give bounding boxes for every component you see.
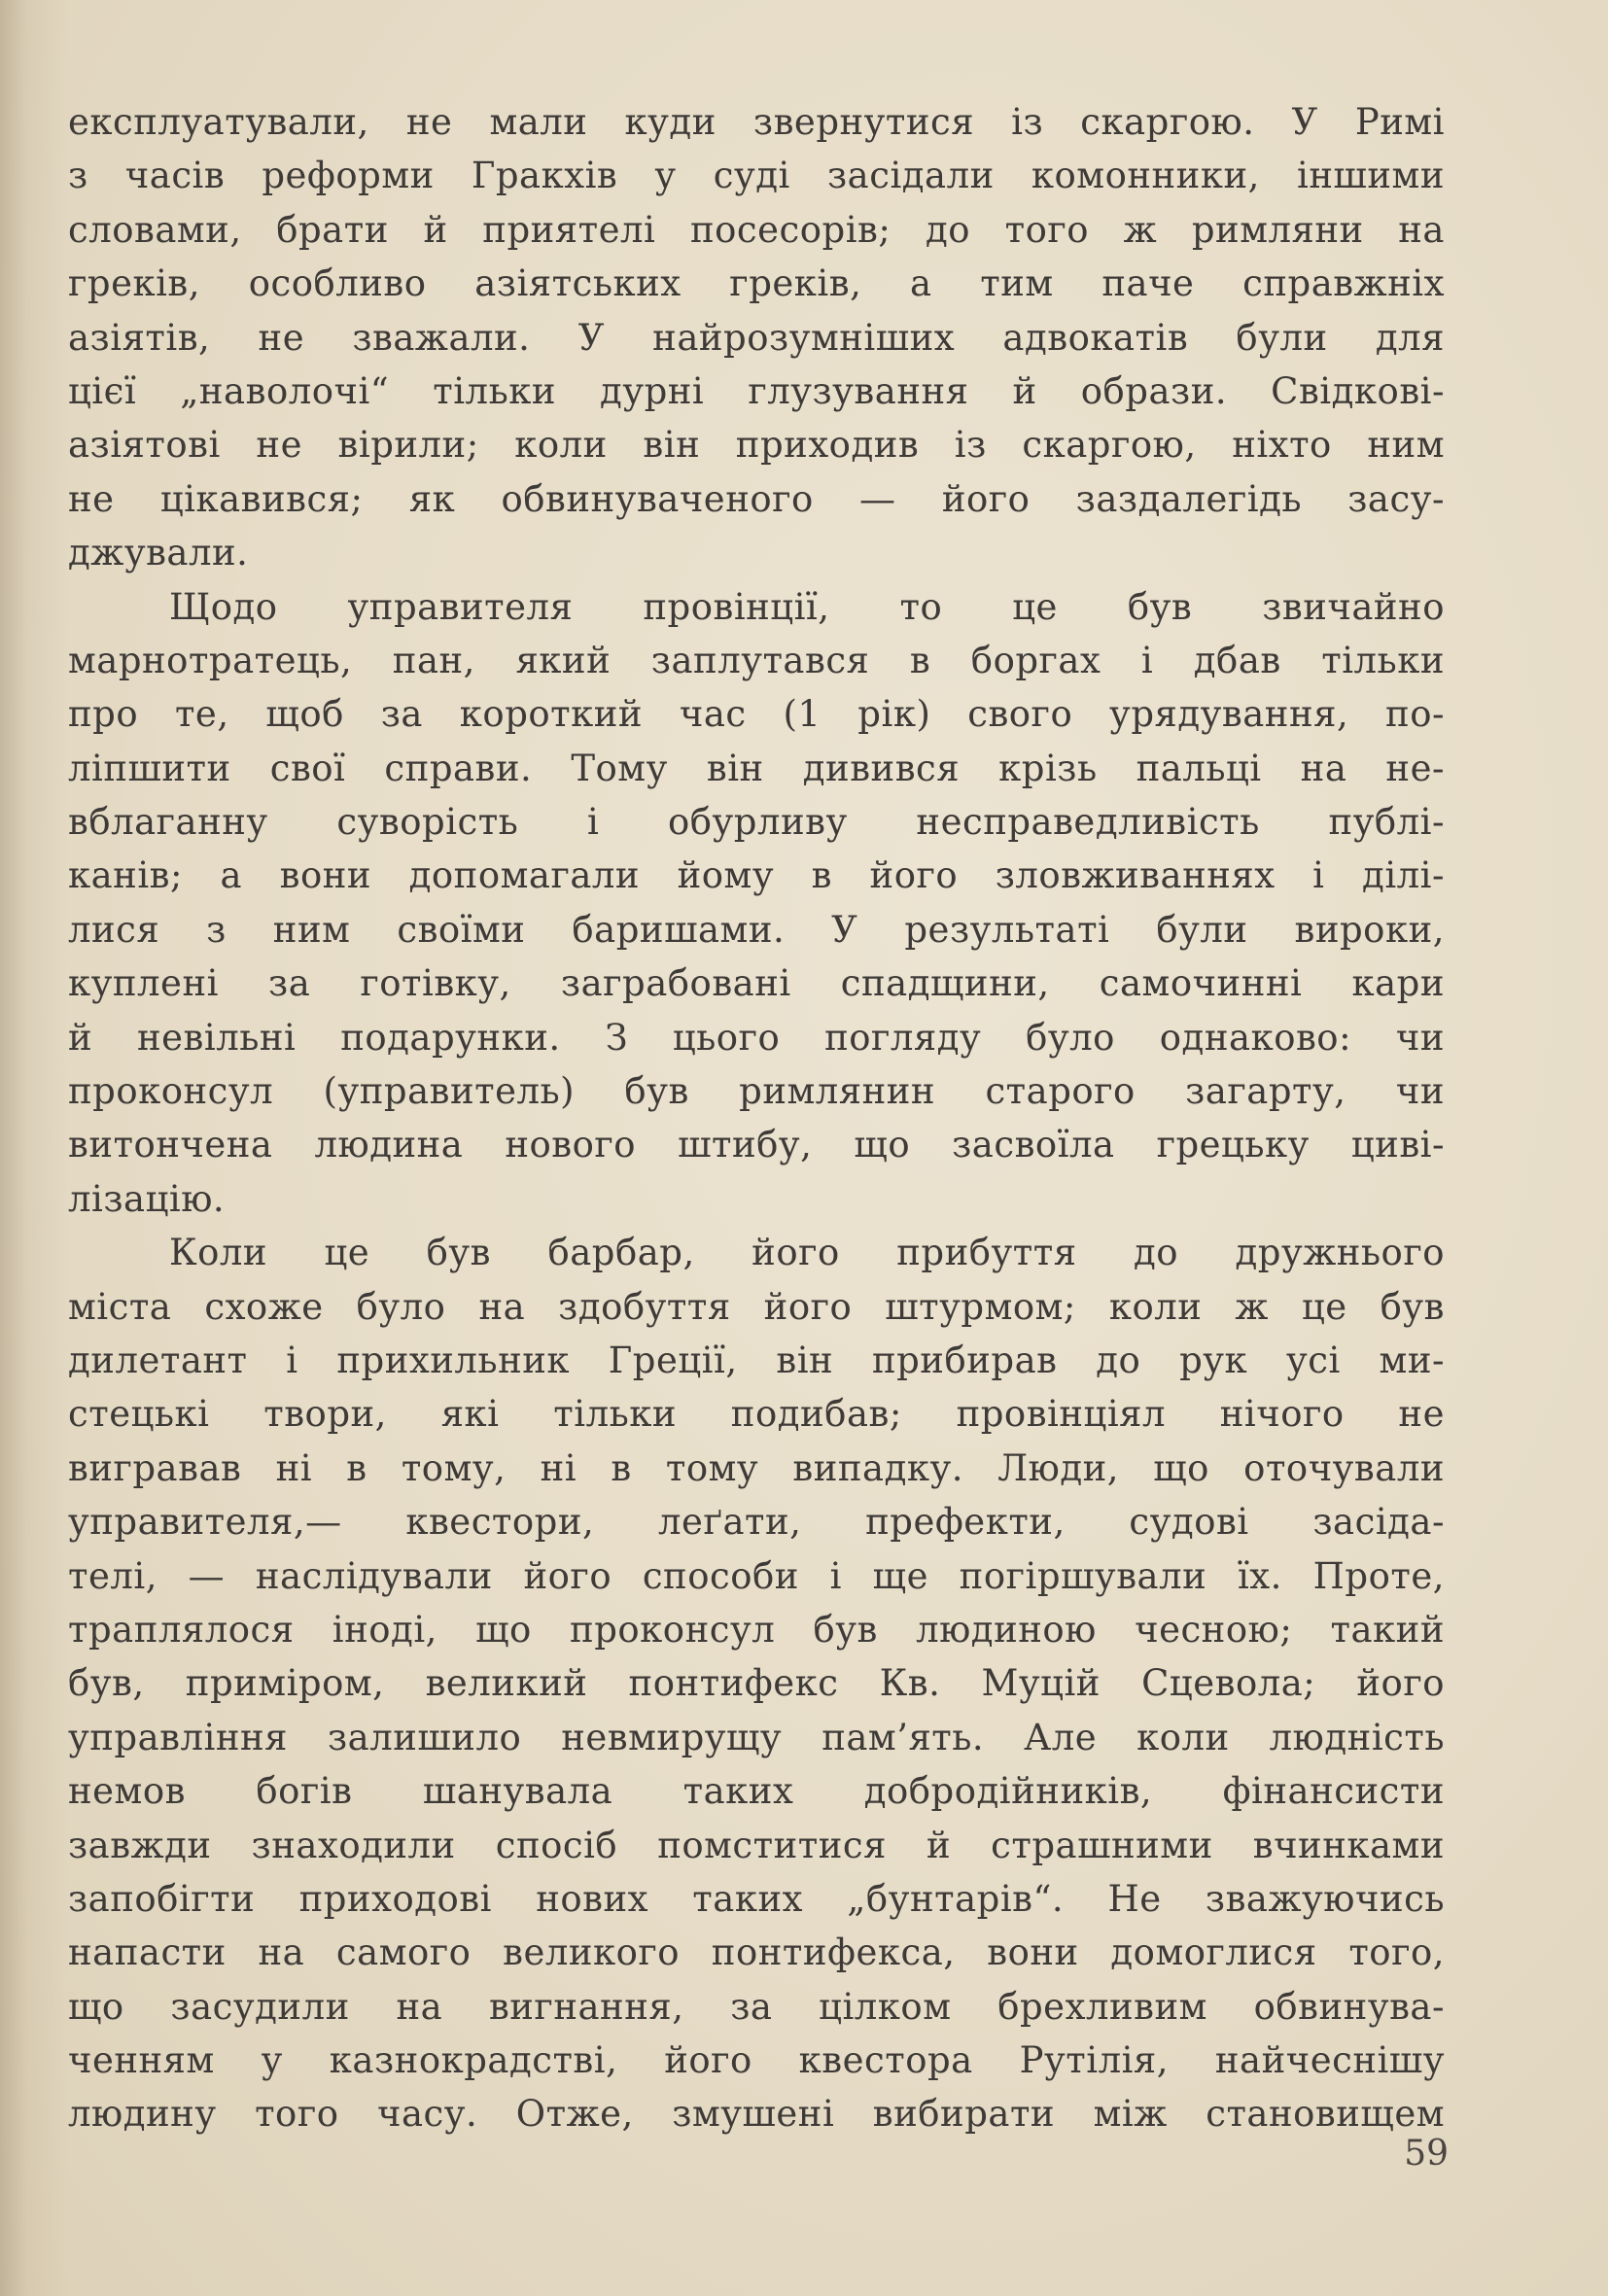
text-line: вигравав ні в тому, ні в тому випадку. Люди, що оточували — [68, 1446, 1445, 1489]
body-text — [68, 95, 1445, 2141]
text-line: немов богів шанувала таких добродійників, фінансисти — [68, 1770, 1445, 1813]
text-line: що засудили на вигнання, за цілком брехливим обвинува- — [68, 1985, 1445, 2028]
text-line: вблаганну суворість і обурливу несправедливість публі- — [68, 801, 1445, 844]
page-number: 59 — [1404, 2134, 1449, 2174]
text-line: марнотратець, пан, який заплутався в боргах і дбав тільки — [68, 639, 1445, 681]
text-line: управителя,— квестори, леґати, префекти, судові засіда- — [68, 1501, 1445, 1544]
paragraph-end-line: лізацію. — [68, 1177, 226, 1220]
text-line: про те, щоб за короткий час (1 рік) свого урядування, по- — [68, 693, 1445, 736]
text-line: лися з ним своїми баришами. У результаті були вироки, — [68, 908, 1445, 951]
text-line: міста схоже було на здобуття його штурмом; коли ж це був — [68, 1285, 1445, 1328]
text-line: телі, — наслідували його способи і ще погіршували їх. Проте, — [68, 1554, 1445, 1597]
text-line: дилетант і прихильник Греції, він прибирав до рук усі ми- — [68, 1339, 1445, 1381]
text-line: з часів реформи Гракхів у суді засідали комонники, іншими — [68, 155, 1445, 197]
text-line: куплені за готівку, заграбовані спадщини, самочинні кари — [68, 962, 1445, 1005]
text-line: проконсул (управитель) був римлянин старого загарту, чи — [68, 1070, 1445, 1113]
text-line: людину того часу. Отже, змушені вибирати між становищем — [68, 2093, 1445, 2136]
text-line: управління залишило невмирущу пам’ять. Але коли людність — [68, 1716, 1445, 1758]
text-line: словами, брати й приятелі посесорів; до того ж римляни на — [68, 208, 1445, 251]
text-line: експлуатували, не мали куди звернутися із скаргою. У Римі — [68, 101, 1445, 143]
text-line: був, приміром, великий понтифекс Кв. Муцій Сцевола; його — [68, 1662, 1445, 1705]
paragraph-start-line: Коли це був барбар, його прибуття до дружнього — [169, 1232, 1445, 1274]
text-line: стецькі твори, які тільки подибав; провінціял нічого не — [68, 1393, 1445, 1436]
paragraph-end-line: джували. — [68, 532, 249, 574]
paragraph-start-line: Щодо управителя провінції, то це був звичайно — [169, 585, 1445, 628]
text-line: азіятові не вірили; коли він приходив із скаргою, ніхто ним — [68, 424, 1445, 467]
text-line: ліпшити свої справи. Тому він дивився крізь пальці на не- — [68, 747, 1445, 789]
text-line: напасти на самого великого понтифекса, вони домоглися того, — [68, 1931, 1445, 1974]
text-line: й невільні подарунки. З цього погляду було однаково: чи — [68, 1016, 1445, 1059]
text-line: ченням у казнокрадстві, його квестора Рутілія, найчеснішу — [68, 2039, 1445, 2082]
text-line: витончена людина нового штибу, що засвоїла грецьку циві- — [68, 1124, 1445, 1166]
text-line: завжди знаходили спосіб помститися й страшними вчинками — [68, 1824, 1445, 1866]
text-line: запобігти приходові нових таких „бунтарів“. Не зважуючись — [68, 1877, 1445, 1920]
text-line: канів; а вони допомагали йому в його зловживаннях і ділі- — [68, 854, 1445, 897]
text-line: траплялося іноді, що проконсул був людиною чесною; такий — [68, 1608, 1445, 1651]
text-line: греків, особливо азіятських греків, а тим паче справжніх — [68, 262, 1445, 305]
text-line: азіятів, не зважали. У найрозумніших адвокатів були для — [68, 316, 1445, 359]
text-line: цієї „наволочі“ тільки дурні глузування й образи. Свідкові- — [68, 369, 1445, 412]
text-line: не цікавився; як обвинуваченого — його заздалегідь засу- — [68, 477, 1445, 520]
